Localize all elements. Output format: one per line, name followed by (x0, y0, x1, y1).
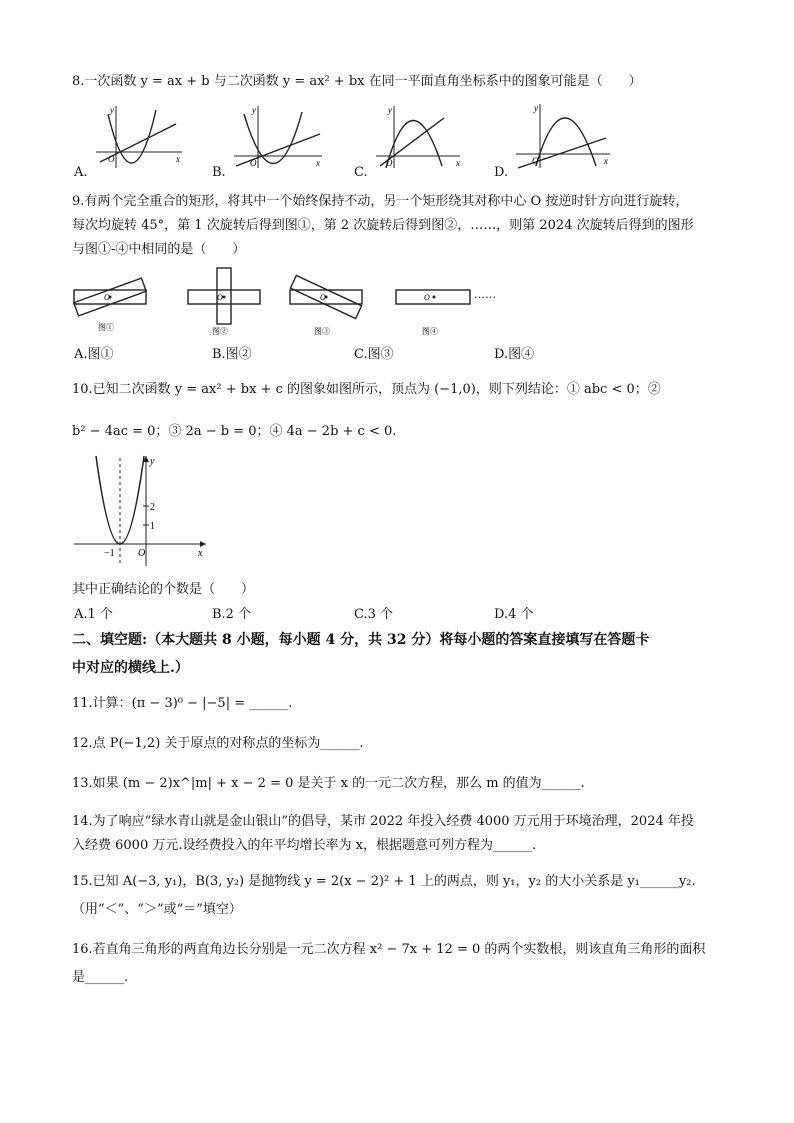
q9-figure-label-4: 图④ (422, 327, 438, 336)
q10-tick-2: 2 (150, 502, 155, 513)
section2-heading-line2: 中对应的横线上.） (72, 660, 189, 676)
q15-line1: 15.已知 A(−3, y₁)，B(3, y₂) 是抛物线 y = 2(x − 2)² + 1 上的两点，则 y₁，y₂ 的大小关系是 y₁______y₂. (72, 874, 696, 889)
svg-text:y: y (388, 105, 392, 115)
q12: 12.点 P(−1,2) 关于原点的对称点的坐标为______. (72, 736, 364, 751)
svg-text:O: O (217, 293, 223, 302)
q11: 11.计算：(π − 3)⁰ − |−5| = ______. (72, 696, 293, 711)
q10-option-b: B.2 个 (212, 607, 252, 622)
q9-option-d: D.图④ (494, 347, 535, 362)
q9-option-c: C.图③ (354, 347, 394, 362)
q13: 13.如果 (m − 2)x^|m| + x − 2 = 0 是关于 x 的一元二次方程，那么 m 的值为______. (72, 776, 585, 791)
q10-option-d: D.4 个 (494, 607, 534, 622)
q8-option-a: A. (74, 165, 88, 180)
q9-figure-label-2: 图② (212, 327, 228, 336)
q8-graph-c (372, 104, 464, 170)
section2-heading-line1: 二、填空题:（本大题共 8 小题，每小题 4 分，共 32 分）将每小题的答案直接填写在答题卡 (72, 632, 650, 648)
q8-graph-d (512, 100, 612, 170)
q10-x-label: x (198, 548, 203, 559)
q9-ellipsis: …… (474, 288, 496, 301)
svg-text:x: x (604, 156, 608, 166)
q14-line1: 14.为了响应“绿水青山就是金山银山”的倡导，某市 2022 年投入经费 4000 万元用于环境治理，2024 年投 (72, 814, 694, 829)
q10-stem-line1: 10.已知二次函数 y = ax² + bx + c 的图象如图所示，顶点为 (−1,0)，则下列结论：① abc < 0；② (72, 382, 661, 397)
q10-option-c: C.3 个 (354, 607, 394, 622)
q10-tick-1: 1 (150, 521, 155, 532)
q10-origin-label: O (138, 548, 146, 559)
q16-line2: 是______. (72, 970, 129, 985)
svg-text:O: O (104, 293, 110, 302)
svg-text:y: y (534, 103, 538, 113)
q10-tick-minus1: −1 (104, 548, 115, 559)
q9-figure-4 (394, 280, 474, 336)
q10-question: 其中正确结论的个数是（ ） (72, 582, 255, 597)
q9-stem-line2: 每次均旋转 45°，第 1 次旋转后得到图①，第 2 次旋转后得到图②，……，则第 2024 次旋转后得到的图形 (72, 218, 694, 233)
q10-stem-line2: b² − 4ac = 0；③ 2a − b = 0；④ 4a − 2b + c < 0. (72, 424, 397, 439)
svg-text:O: O (424, 293, 430, 302)
q15-line2: （用“＜”、“＞”或“＝”填空） (72, 902, 242, 917)
q8-option-c: C. (354, 165, 368, 180)
q9-stem-line3: 与图①-④中相同的是（ ） (72, 242, 246, 257)
q9-figure-1 (70, 270, 150, 332)
q10-option-a: A.1 个 (74, 607, 113, 622)
q9-option-b: B.图② (212, 347, 252, 362)
svg-text:x: x (456, 158, 460, 168)
q8-graph-b (230, 104, 326, 170)
q10-y-label: y (150, 456, 155, 467)
svg-text:O: O (250, 158, 257, 168)
q9-figure-3 (286, 270, 366, 336)
svg-text:x: x (316, 158, 320, 168)
q9-stem-line1: 9.有两个完全重合的矩形，将其中一个始终保持不动，另一个矩形绕其对称中心 O 按逆时针方向进行旋转， (72, 194, 689, 209)
q9-figure-label-1: 图① (98, 323, 114, 332)
q9-option-a: A.图① (74, 347, 114, 362)
q9-figure-2 (184, 266, 264, 336)
q10-parabola-graph (70, 452, 210, 568)
svg-text:O: O (108, 154, 115, 164)
q14-line2: 入经费 6000 万元.设经费投入的年平均增长率为 x，根据题意可列方程为______. (72, 838, 537, 853)
q16-line1: 16.若直角三角形的两直角边长分别是一元二次方程 x² − 7x + 12 = 0 的两个实数根，则该直角三角形的面积 (72, 942, 706, 957)
q8-option-d: D. (494, 165, 509, 180)
q8-option-b: B. (212, 165, 226, 180)
q8-stem: 8.一次函数 y = ax + b 与二次函数 y = ax² + bx 在同一平面直角坐标系中的图象可能是（ ） (72, 74, 642, 89)
svg-text:y: y (110, 105, 114, 115)
svg-text:O: O (320, 293, 326, 302)
svg-text:O: O (386, 158, 393, 168)
q8-graph-a (92, 104, 184, 170)
q9-figure-label-3: 图③ (314, 327, 330, 336)
svg-text:O: O (532, 156, 539, 166)
svg-text:x: x (176, 154, 180, 164)
svg-text:y: y (252, 105, 256, 115)
